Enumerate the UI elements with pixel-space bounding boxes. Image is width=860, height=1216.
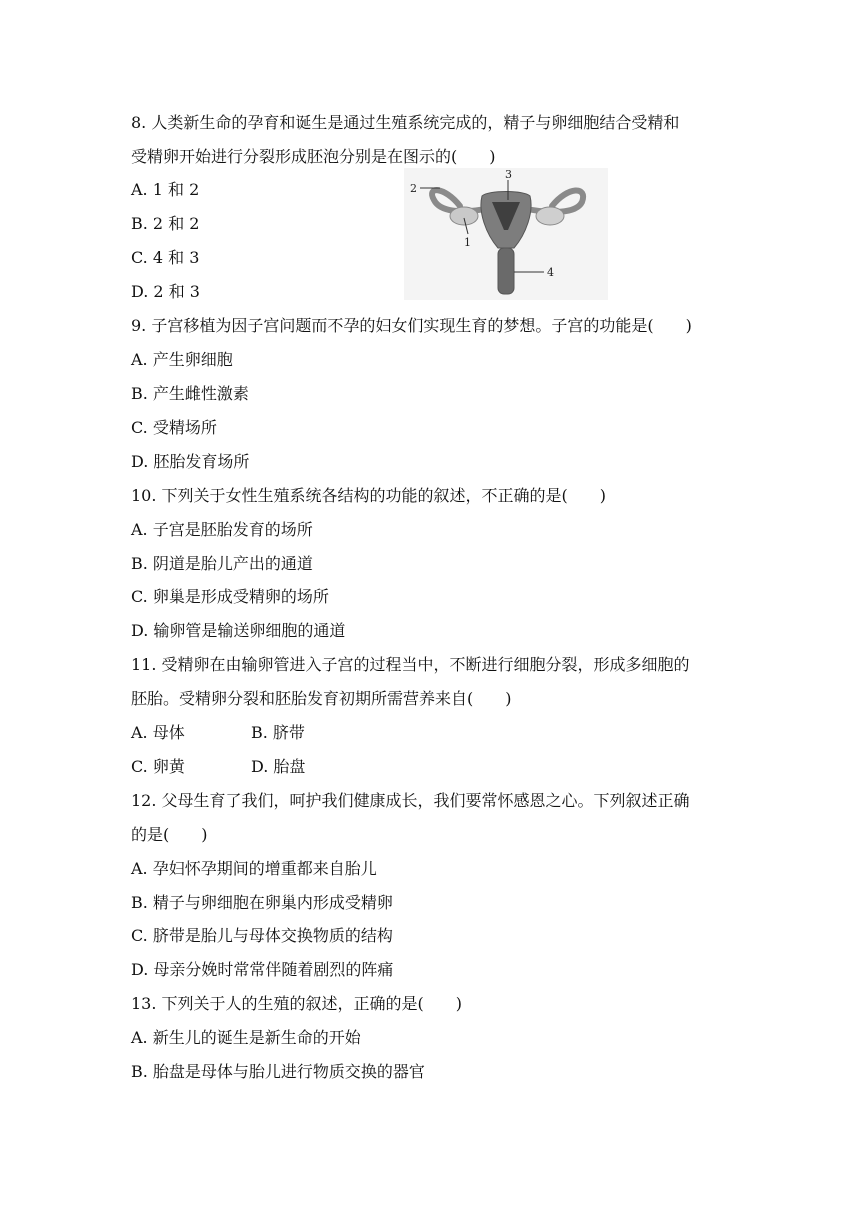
q13-option-a: A. 新生儿的诞生是新生命的开始 xyxy=(131,1028,361,1047)
figure-label-4: 4 xyxy=(547,266,554,279)
q12-option-a: A. 孕妇怀孕期间的增重都来自胎儿 xyxy=(131,859,377,878)
q11-stem-line-2: 胚胎。受精卵分裂和胚胎发育初期所需营养来自( ) xyxy=(131,689,512,708)
q9-option-c: C. 受精场所 xyxy=(131,418,217,437)
q11-option-c: C. 卵黄 xyxy=(131,757,185,776)
q10-option-c: C. 卵巢是形成受精卵的场所 xyxy=(131,587,329,606)
figure-label-2: 2 xyxy=(410,182,417,195)
q9-option-a: A. 产生卵细胞 xyxy=(131,350,233,369)
q12-option-d: D. 母亲分娩时常常伴随着剧烈的阵痛 xyxy=(131,960,394,979)
q8-option-b: B. 2 和 2 xyxy=(131,214,200,233)
q10-option-d: D. 输卵管是输送卵细胞的通道 xyxy=(131,621,346,640)
left-ovary-shape xyxy=(450,207,478,225)
q10-stem: 10. 下列关于女性生殖系统各结构的功能的叙述，不正确的是( ) xyxy=(131,486,607,505)
q9-option-b: B. 产生雌性激素 xyxy=(131,384,249,403)
figure-label-3: 3 xyxy=(505,168,512,181)
vagina-shape xyxy=(498,248,514,294)
q13-option-b: B. 胎盘是母体与胎儿进行物质交换的器官 xyxy=(131,1062,425,1081)
q12-stem-line-1: 12. 父母生育了我们，呵护我们健康成长，我们要常怀感恩之心。下列叙述正确 xyxy=(131,791,690,810)
figure-label-1: 1 xyxy=(464,236,471,249)
q11-option-a: A. 母体 xyxy=(131,723,185,742)
q8-option-d: D. 2 和 3 xyxy=(131,282,200,301)
q8-option-a: A. 1 和 2 xyxy=(131,180,200,199)
q10-option-a: A. 子宫是胚胎发育的场所 xyxy=(131,520,313,539)
q9-stem: 9. 子宫移植为因子宫问题而不孕的妇女们实现生育的梦想。子宫的功能是( ) xyxy=(131,316,692,335)
right-ovary-shape xyxy=(536,207,564,225)
q12-stem-line-2: 的是( ) xyxy=(131,825,208,844)
q11-stem-line-1: 11. 受精卵在由输卵管进入子宫的过程当中，不断进行细胞分裂，形成多细胞的 xyxy=(131,655,690,674)
q11-option-d: D. 胎盘 xyxy=(251,757,306,776)
q8-option-c: C. 4 和 3 xyxy=(131,248,200,267)
uterus-diagram xyxy=(404,168,608,300)
q10-option-b: B. 阴道是胎儿产出的通道 xyxy=(131,554,313,573)
q9-option-d: D. 胚胎发育场所 xyxy=(131,452,250,471)
q12-option-c: C. 脐带是胎儿与母体交换物质的结构 xyxy=(131,926,393,945)
q12-option-b: B. 精子与卵细胞在卵巢内形成受精卵 xyxy=(131,893,393,912)
q8-stem-line-1: 8. 人类新生命的孕育和诞生是通过生殖系统完成的，精子与卵细胞结合受精和 xyxy=(131,113,680,132)
q11-option-b: B. 脐带 xyxy=(251,723,305,742)
q13-stem: 13. 下列关于人的生殖的叙述，正确的是( ) xyxy=(131,994,463,1013)
female-reproductive-system-figure xyxy=(404,168,608,300)
q8-stem-line-2: 受精卵开始进行分裂形成胚泡分别是在图示的( ) xyxy=(131,147,496,166)
